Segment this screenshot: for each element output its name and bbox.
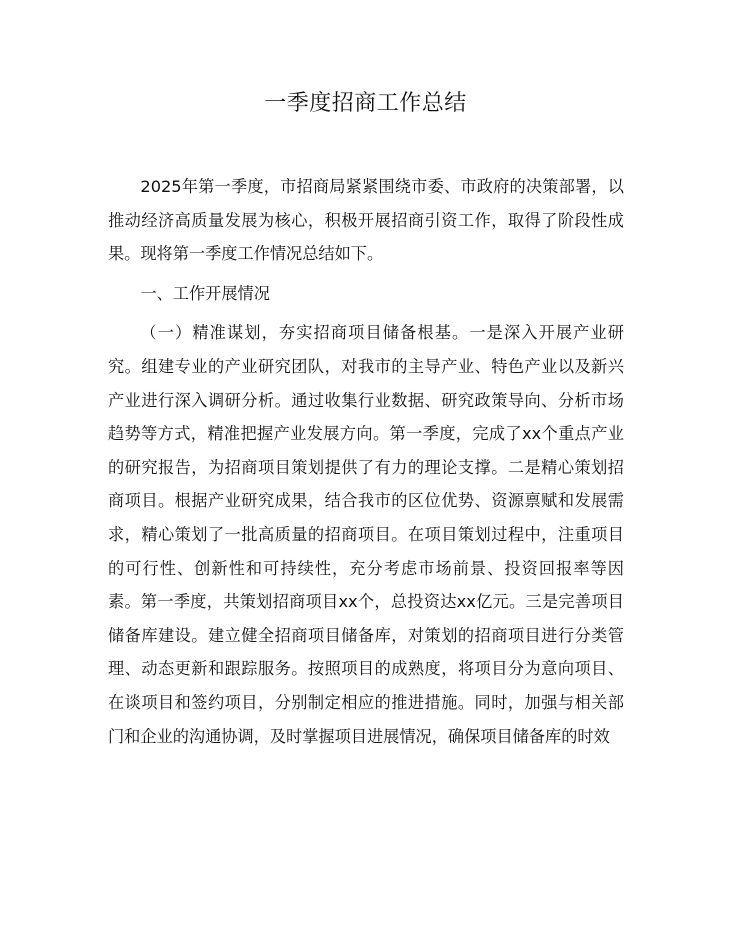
document-title: 一季度招商工作总结 (264, 91, 467, 116)
section-heading: 一、工作开展情况 (140, 283, 270, 303)
section-paragraph: （一）精准谋划，夯实招商项目储备根基。一是深入开展产业研究。组建专业的产业研究团队，对我市的主导产业、特色产业以及新兴产业进行深入调研分析。通过收集行业数据、研究政策导向、分析市场趋势等方式，精准把握产业发展方向。第一季度，完成了xx个重点产业的研究报告，为招商项目策划提供了有力的理论支撑。二是精心策划招商项目。根据产业研究成果，结合我市的区位优势、资源禀赋和发展需求，精心策划了一批高质量的招商项目。在项目策划过程中，注重项目的可行性、创新性和可持续性，充分考虑市场前景、投资回报率等因素。第一季度，共策划招商项目xx个，总投资达xx亿元。三是完善项目储备库建设。建立健全招商项目储备库，对策划的招商项目进行分类管理、动态更新和跟踪服务。按照项目的成熟度，将项目分为意向项目、在谈项目和签约项目，分别制定相应的推进措施。同时，加强与相关部门和企业的沟通协调，及时掌握项目进展情况，确保项目储备库的时效 (108, 323, 624, 746)
intro-paragraph: 2025年第一季度，市招商局紧紧围绕市委、市政府的决策部署，以推动经济高质量发展为核心，积极开展招商引资工作，取得了阶段性成果。现将第一季度工作情况总结如下。 (108, 177, 624, 264)
document-body (108, 170, 624, 753)
